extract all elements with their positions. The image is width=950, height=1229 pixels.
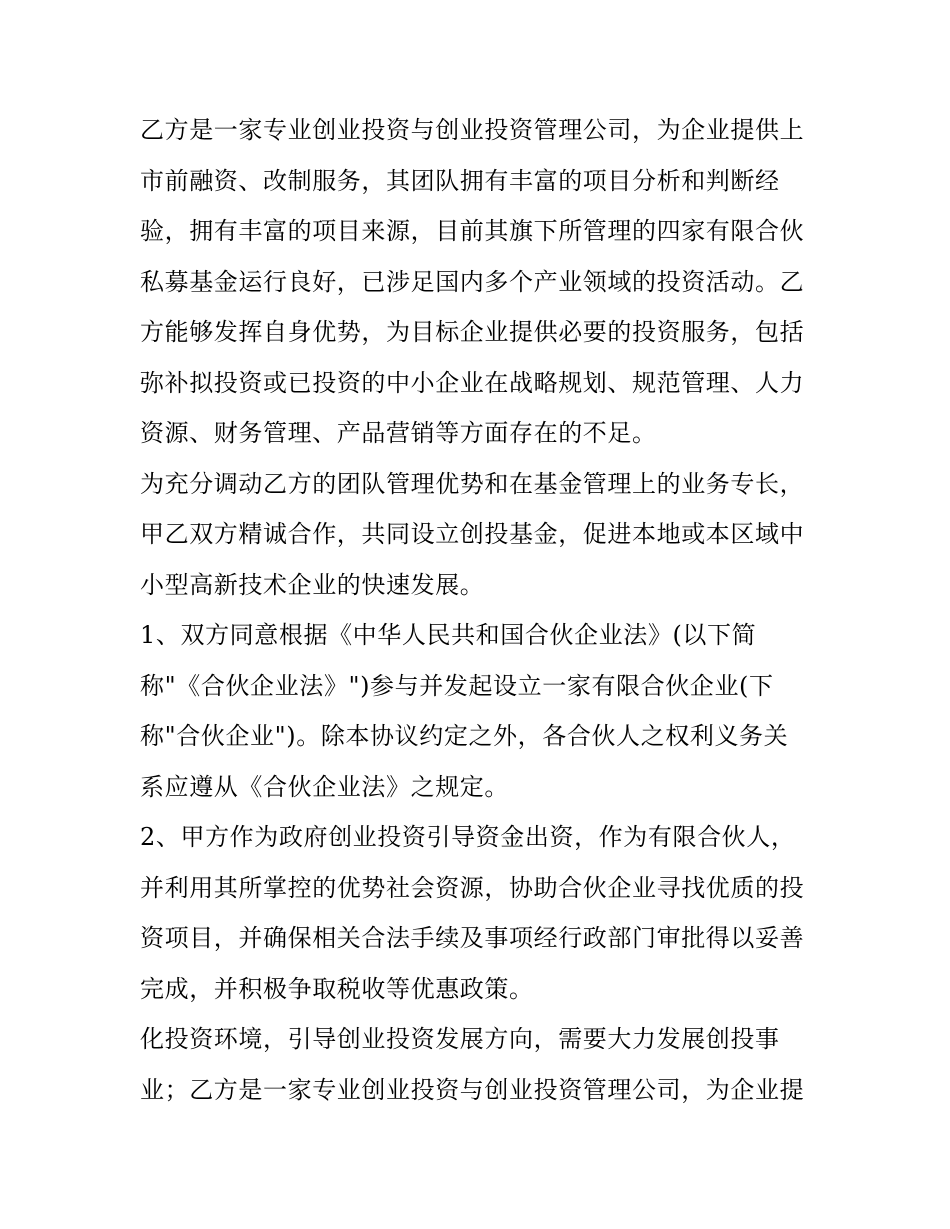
text-line: 方能够发挥自身优势，为目标企业提供必要的投资服务，包括 (140, 318, 805, 346)
paragraph-clause-2 (140, 812, 820, 1014)
text-line: 私募基金运行良好，已涉足国内多个产业领域的投资活动。乙 (140, 267, 805, 296)
text-line: 乙方是一家专业创业投资与创业投资管理公司，为企业提供上 (140, 116, 805, 144)
text-line: 弥补拟投资或已投资的中小企业在战略规划、规范管理、人力 (140, 368, 805, 397)
text-line: 化投资环境，引导创业投资发展方向，需要大力发展创投事 (140, 1025, 780, 1053)
paragraph-cooperation-purpose (140, 459, 820, 611)
document-body (140, 105, 820, 1115)
paragraph-company-intro (140, 105, 820, 459)
text-line: 资项目，并确保相关合法手续及事项经行政部门审批得以妥善 (140, 924, 805, 952)
text-line: 系应遵从《合伙企业法》之规定。 (140, 772, 509, 801)
text-line: 称"《合伙企业法》")参与并发起设立一家有限合伙企业(下 (140, 671, 774, 700)
paragraph-investment-environment (140, 1014, 820, 1115)
text-line: 甲乙双方精诚合作，共同设立创投基金，促进本地或本区域中 (140, 520, 805, 548)
text-line: 并利用其所掌控的优势社会资源，协助合伙企业寻找优质的投 (140, 873, 805, 902)
paragraph-clause-1 (140, 610, 820, 812)
text-line: 资源、财务管理、产品营销等方面存在的不足。 (140, 419, 657, 447)
text-line: 2、甲方作为政府创业投资引导资金出资，作为有限合伙人， (140, 823, 796, 851)
text-line: 称"合伙企业")。除本协议约定之外，各合伙人之权利义务关 (140, 722, 789, 750)
text-line: 1、双方同意根据《中华人民共和国合伙企业法》(以下简 (140, 621, 757, 649)
text-line: 验，拥有丰富的项目来源，目前其旗下所管理的四家有限合伙 (140, 217, 805, 245)
text-line: 完成，并积极争取税收等优惠政策。 (140, 974, 534, 1003)
text-line: 业；乙方是一家专业创业投资与创业投资管理公司，为企业提 (140, 1075, 805, 1104)
text-line: 为充分调动乙方的团队管理优势和在基金管理上的业务专长， (140, 469, 805, 498)
text-line: 市前融资、改制服务，其团队拥有丰富的项目分析和判断经 (140, 166, 780, 195)
text-line: 小型高新技术企业的快速发展。 (140, 570, 485, 599)
